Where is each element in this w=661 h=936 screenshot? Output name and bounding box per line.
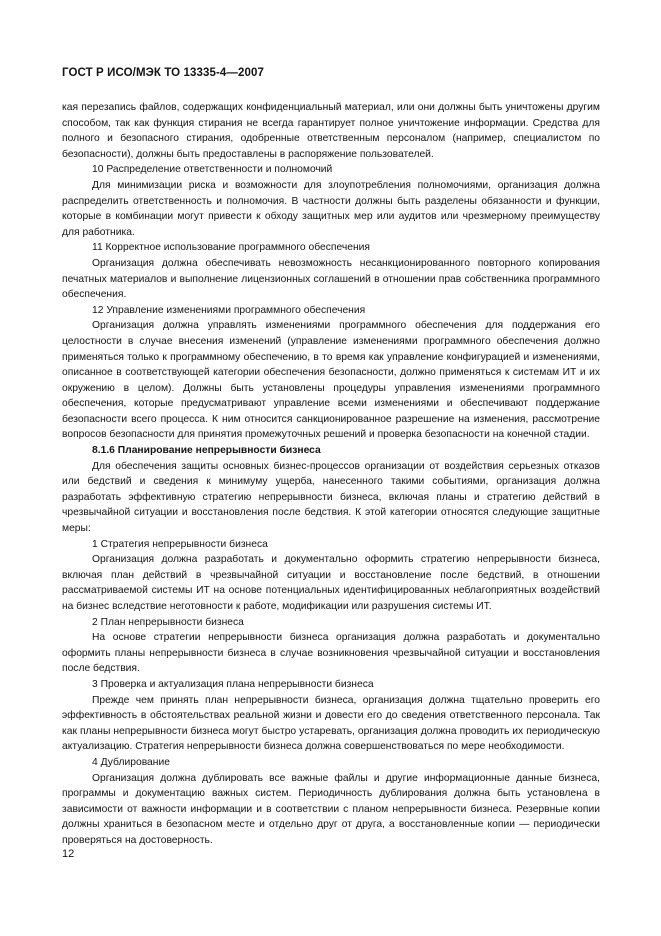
paragraph: Организация должна разработать и документально оформить стратегию непрерывности бизнеса, включая план действий в чрезвычайной ситуации и восстановление после бедствий, в отношении рассматриваемой системы ИТ на основе потенциальных идентифицированных неблагоприятных воздействий на бизнес вследствие неготовности к работе, модификации или разрушения системы ИТ.: [62, 554, 600, 612]
paragraph: Организация должна обеспечивать невозможность несанкционированного повторного копирования печатных материалов и выполнение лицензионных соглашений в отношении прав собственника программного обеспечения.: [62, 257, 600, 301]
item-heading-1: 1 Стратегия непрерывности бизнеса: [92, 538, 268, 550]
paragraph: Организация должна дублировать все важные файлы и другие информационные данные бизнеса, программы и документацию важных систем. Периодичность дублирования должна быть установлена в зависимости от важности информации и в соответствии с планом непрерывности бизнеса. Резервные копии должны храниться в безопасном месте и отдельно друг от друга, а восстановленные копии — периодически проверяться на достоверность.: [62, 772, 600, 846]
item-heading-10: 10 Распределение ответственности и полномочий: [92, 164, 333, 176]
document-body: [62, 100, 600, 849]
paragraph-continuation: кая перезапись файлов, содержащих конфиденциальный материал, или они должны быть уничтожены другим способом, так как функция стирания не всегда гарантирует полное уничтожение информации. Средства для полного и безопасного стирания, одобренные ответственным персоналом (например, специалистом по безопасности), должны быть предоставлены в распоряжение пользователей.: [62, 102, 600, 160]
paragraph: На основе стратегии непрерывности бизнеса организация должна разработать и документально оформить планы непрерывности бизнеса в случае возникновения чрезвычайной ситуации и восстановления после бедствия.: [62, 632, 600, 675]
paragraph: Для обеспечения защиты основных бизнес-процессов организации от воздействия серьезных отказов или бедствий и сведения к минимуму ущерба, нанесенного такими событиями, организация должна разработать эффективную стратегию непрерывности бизнеса, включая планы и стратегию действий в чрезвычайной ситуации и восстановления после бедствия. К этой категории относятся следующие защитные меры:: [62, 460, 600, 535]
paragraph: Для минимизации риска и возможности для злоупотребления полномочиями, организация должна распределить ответственность и полномочия. В частности должны быть разделены обязанности и функции, которые в комбинации могут привести к обходу защитных мер или аудитов или чрезмерному преимуществу для работника.: [62, 179, 600, 238]
document-header: ГОСТ Р ИСО/МЭК ТО 13335-4—2007: [62, 67, 264, 79]
page-number: 12: [62, 848, 75, 860]
section-heading-8-1-6: 8.1.6 Планирование непрерывности бизнеса: [92, 445, 321, 457]
item-heading-4: 4 Дублирование: [92, 756, 170, 768]
paragraph: Прежде чем принять план непрерывности бизнеса, организация должна тщательно проверить его эффективность в обстоятельствах реальной жизни и довести его до сведения ответственного персонала. Так как планы непрерывности бизнеса могут быстро устаревать, организация должна проводить их периодическую актуализацию. Стратегия непрерывности бизнеса должна совершенствоваться по мере необходимости.: [62, 694, 600, 753]
item-heading-2: 2 План непрерывности бизнеса: [92, 616, 244, 628]
paragraph: Организация должна управлять изменениями программного обеспечения для поддержания его целостности в случае внесения изменений (управление изменениями программного обеспечения должно применяться только к программному обеспечению, в то время как управление конфигурацией и изменениями, описанное в соответствующей категории обеспечения безопасности, должно применяться к системам ИТ и их окружению в целом). Должны быть установлены процедуры управления изменениями программного обеспечения, которые предусматривают управление всеми изменениями и обеспечивают поддержание безопасности всего процесса. К ним относится санкционированное разрешение на изменения, рассмотрение вопросов безопасности для принятия промежуточных решений и проверка безопасности на конечной стадии.: [62, 320, 600, 441]
item-heading-11: 11 Корректное использование программного обеспечения: [92, 242, 370, 254]
item-heading-12: 12 Управление изменениями программного обеспечения: [92, 304, 366, 316]
item-heading-3: 3 Проверка и актуализация плана непрерывности бизнеса: [92, 678, 374, 690]
